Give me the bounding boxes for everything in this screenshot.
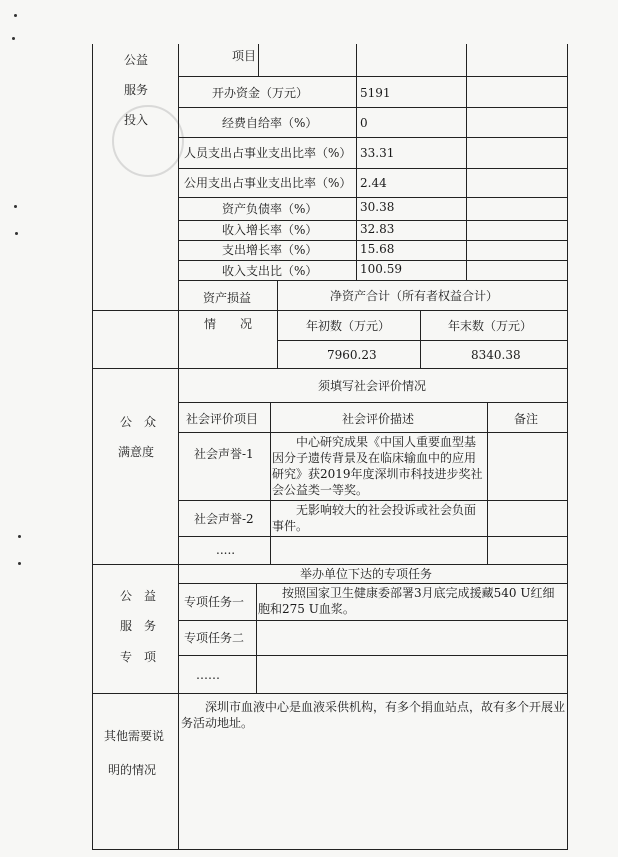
- metric-value: 32.83: [360, 222, 395, 236]
- scan-mark: [18, 535, 21, 538]
- end-of-year-value: 8340.38: [471, 348, 521, 362]
- metric-label: 开办资金（万元）: [212, 86, 309, 100]
- scan-mark: [14, 14, 17, 17]
- metric-label: 人员支出占事业支出比率（%）: [184, 146, 352, 160]
- metric-label: 公用支出占事业支出比率（%）: [184, 176, 352, 190]
- grid-line: [178, 168, 568, 169]
- section4-label-line: 明的情况: [108, 763, 157, 777]
- grid-line: [178, 432, 568, 433]
- evaluation-desc: 无影响较大的社会投诉或社会负面事件。: [272, 503, 477, 533]
- grid-line: [178, 402, 568, 403]
- grid-line: [277, 340, 568, 341]
- task-item: 专项任务二: [184, 631, 245, 645]
- section3-label-line: 专 项: [120, 650, 157, 664]
- col-header-note: 备注: [514, 412, 539, 426]
- section3-heading: 举办单位下达的专项任务: [300, 567, 433, 581]
- grid-line: [178, 655, 568, 656]
- start-of-year-header: 年初数（万元）: [306, 319, 391, 333]
- grid-line: [270, 402, 271, 564]
- table-border-bottom: [92, 849, 568, 850]
- section3-label-line: 服 务: [120, 619, 157, 633]
- grid-line: [487, 402, 488, 564]
- task-item: ……: [196, 668, 220, 682]
- project-header: 项目: [232, 49, 257, 63]
- metric-label: 经费自给率（%）: [222, 116, 318, 130]
- scan-mark: [12, 37, 15, 40]
- table-border-left: [92, 44, 93, 850]
- metric-value: 0: [360, 116, 368, 130]
- task-item: 专项任务一: [184, 595, 245, 609]
- grid-line: [178, 107, 568, 108]
- grid-line: [178, 280, 568, 281]
- grid-line: [92, 310, 568, 311]
- col-header-item: 社会评价项目: [186, 412, 259, 426]
- label-column-border: [178, 44, 179, 850]
- scan-mark: [15, 232, 18, 235]
- grid-line: [258, 44, 259, 76]
- asset-label: 资产损益: [203, 291, 252, 305]
- section3-label-line: 公 益: [120, 589, 157, 603]
- grid-line: [178, 583, 568, 584]
- task-desc: 按照国家卫生健康委部署3月底完成援藏540 U红细胞和275 U血浆。: [258, 586, 555, 616]
- grid-line: [178, 76, 568, 77]
- section2-label-line: 公 众: [120, 415, 157, 429]
- asset-label: 情 况: [204, 317, 253, 331]
- grid-line: [420, 310, 421, 368]
- metric-label: 资产负债率（%）: [222, 202, 318, 216]
- metric-value: 2.44: [360, 176, 387, 190]
- section-divider: [92, 693, 568, 694]
- metric-value: 5191: [360, 86, 391, 100]
- section-divider: [92, 368, 568, 369]
- start-of-year-value: 7960.23: [327, 348, 377, 362]
- evaluation-desc: 中心研究成果《中国人重要血型基因分子遗传背景及在临床输血中的应用研究》获2019年度深圳市科技进步奖社会公益类一等奖。: [272, 435, 483, 497]
- section1-label-line: 投入: [124, 113, 149, 127]
- metric-label: 收入增长率（%）: [222, 223, 318, 237]
- section4-label-line: 其他需要说: [104, 729, 165, 743]
- other-notes-text: 深圳市血液中心是血液采供机构，有多个捐血站点，故有多个开展业务活动地址。: [181, 700, 566, 730]
- section-divider: [92, 564, 568, 565]
- grid-line: [178, 620, 568, 621]
- section1-label-line: 服务: [124, 83, 149, 97]
- metric-value: 30.38: [360, 200, 395, 214]
- end-of-year-header: 年末数（万元）: [448, 319, 533, 333]
- grid-line: [178, 500, 568, 501]
- metric-value: 33.31: [360, 146, 395, 160]
- grid-line: [256, 583, 257, 693]
- metric-value: 15.68: [360, 242, 395, 256]
- table-border-right: [567, 44, 568, 850]
- grid-line: [356, 44, 357, 280]
- section2-heading: 须填写社会评价情况: [318, 379, 427, 393]
- metric-label: 收入支出比（%）: [222, 264, 318, 278]
- grid-line: [178, 197, 568, 198]
- metric-value: 100.59: [360, 262, 402, 276]
- evaluation-item: 社会声誉-2: [194, 512, 254, 526]
- grid-line: [466, 44, 467, 280]
- col-header-desc: 社会评价描述: [342, 412, 415, 426]
- grid-line: [178, 137, 568, 138]
- metric-label: 支出增长率（%）: [222, 243, 318, 257]
- grid-line: [178, 536, 568, 537]
- evaluation-item: 社会声誉-1: [194, 447, 254, 461]
- section2-label-line: 满意度: [118, 445, 155, 459]
- grid-line: [277, 280, 278, 368]
- scan-mark: [14, 205, 17, 208]
- net-assets-header: 净资产合计（所有者权益合计）: [330, 289, 499, 303]
- scan-mark: [18, 562, 21, 565]
- evaluation-item: .....: [216, 543, 236, 557]
- section1-label-line: 公益: [124, 53, 149, 67]
